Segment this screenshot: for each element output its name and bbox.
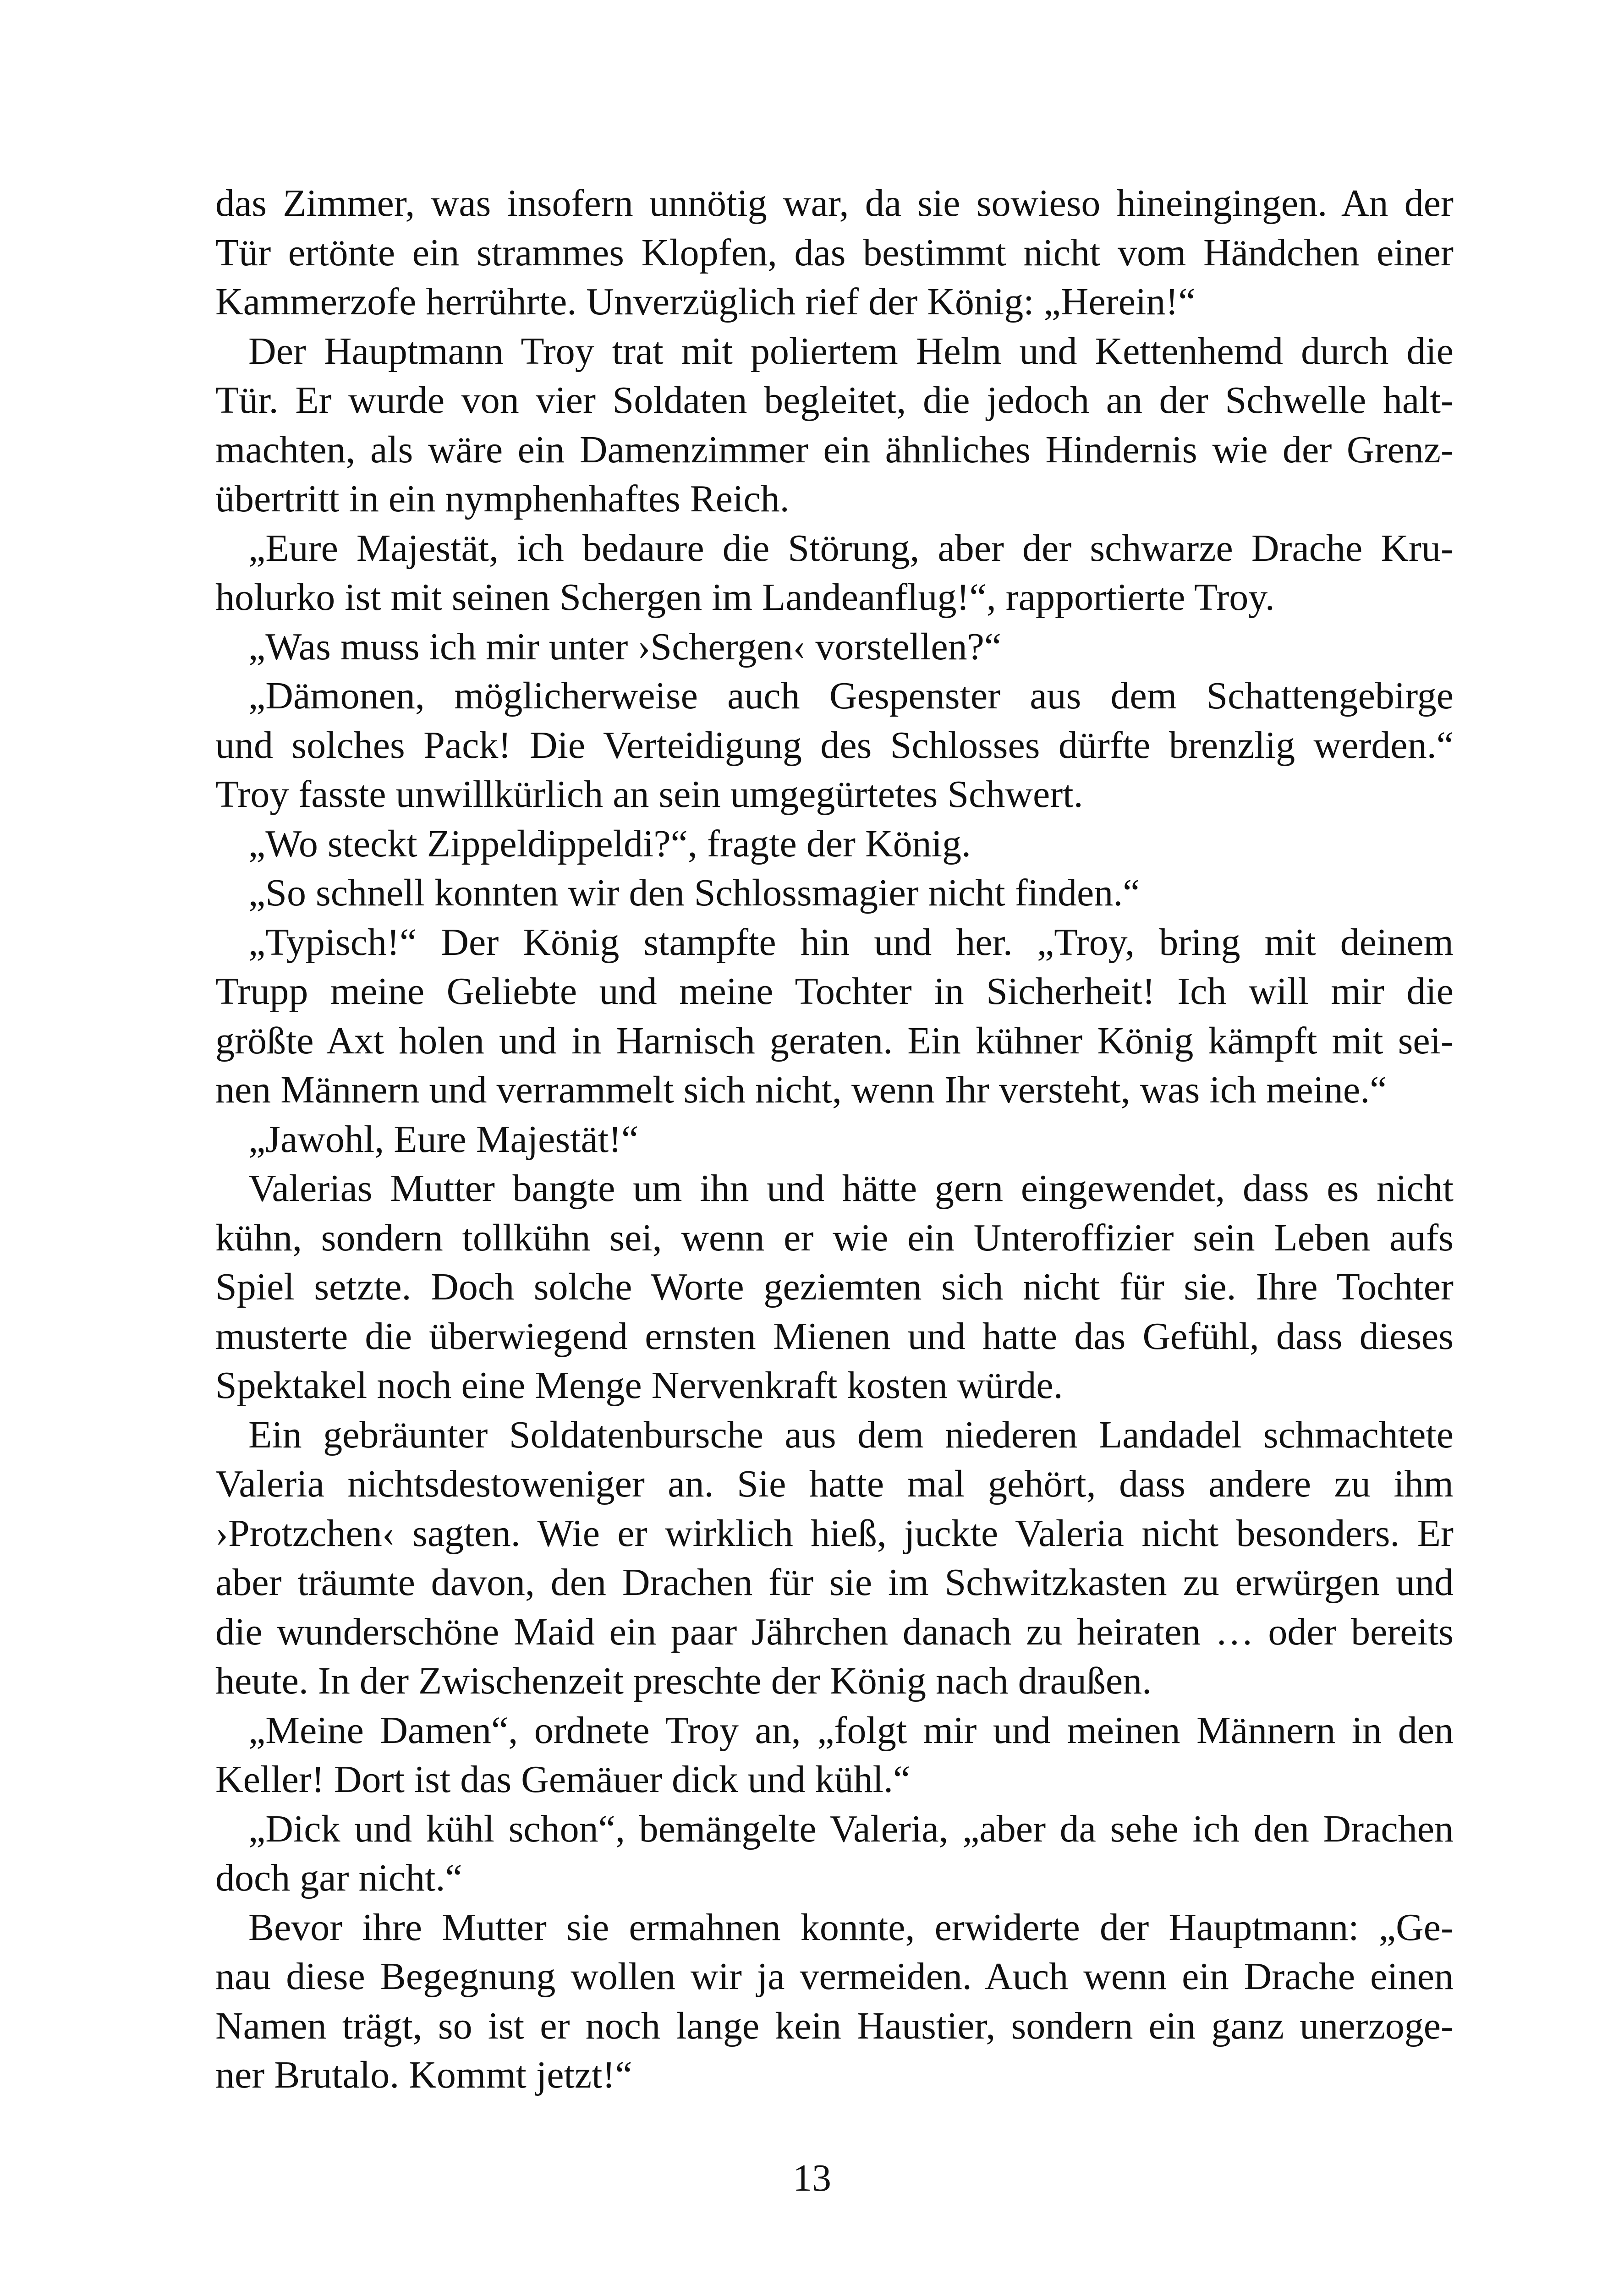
text-line: „So schnell konnten wir den Schlossmagier nicht finden.“ [248,871,1140,914]
text-line: größte Axt holen und in Harnisch geraten. Ein kühner König kämpft mit sei- [215,1019,1454,1062]
text-line: Tür. Er wurde von vier Soldaten begleitet, die jedoch an der Schwelle halt- [215,379,1454,422]
text-line: Kammerzofe herrührte. Unverzüglich rief der König: „Herein!“ [215,280,1196,323]
text-line: aber träumte davon, den Drachen für sie im Schwitzkasten zu erwürgen und [215,1561,1454,1604]
book-page [215,179,1454,2100]
text-line: „Meine Damen“, ordnete Troy an, „folgt mir und meinen Männern in den [248,1709,1454,1752]
text-line: „Typisch!“ Der König stampfte hin und her. „Troy, bring mit deinem [248,921,1454,964]
text-line: Der Hauptmann Troy trat mit poliertem Helm und Kettenhemd durch die [248,329,1454,373]
text-line: „Was muss ich mir unter ›Schergen‹ vorstellen?“ [248,625,1002,668]
text-line: die wunderschöne Maid ein paar Jährchen danach zu heiraten … oder bereits [215,1610,1454,1653]
text-line: „Eure Majestät, ich bedaure die Störung, aber der schwarze Drache Kru- [248,526,1454,570]
text-line: Valerias Mutter bangte um ihn und hätte gern eingewendet, dass es nicht [248,1167,1454,1210]
text-line: kühn, sondern tollkühn sei, wenn er wie ein Unteroffizier sein Leben aufs [215,1216,1454,1259]
text-line: nen Männern und verrammelt sich nicht, wenn Ihr versteht, was ich meine.“ [215,1069,1387,1111]
text-line: doch gar nicht.“ [215,1857,462,1899]
text-line: Ein gebräunter Soldatenbursche aus dem niederen Landadel schmachtete [248,1413,1454,1456]
text-line: ner Brutalo. Kommt jetzt!“ [215,2054,632,2096]
text-line: Spiel setzte. Doch solche Worte geziemten sich nicht für sie. Ihre Tochter [215,1266,1454,1308]
text-line: Trupp meine Geliebte und meine Tochter in Sicherheit! Ich will mir die [215,970,1454,1013]
text-line: „Jawohl, Eure Majestät!“ [248,1118,639,1161]
text-line: übertritt in ein nymphenhaftes Reich. [215,477,790,520]
text-line: musterte die überwiegend ernsten Mienen und hatte das Gefühl, dass dieses [215,1315,1454,1358]
text-line: holurko ist mit seinen Schergen im Landeanflug!“, rapportierte Troy. [215,576,1275,619]
text-line: machten, als wäre ein Damenzimmer ein ähnliches Hindernis wie der Grenz- [215,428,1454,471]
text-line: „Wo steckt Zippeldippeldi?“, fragte der König. [248,822,971,865]
text-line: „Dämonen, möglicherweise auch Gespenster aus dem Schattengebirge [248,674,1454,717]
text-line: ›Protzchen‹ sagten. Wie er wirklich hieß, juckte Valeria nicht besonders. Er [215,1512,1454,1555]
text-line: „Dick und kühl schon“, bemängelte Valeria, „aber da sehe ich den Drachen [248,1807,1454,1850]
text-line: Keller! Dort ist das Gemäuer dick und kühl.“ [215,1758,911,1801]
text-line: Tür ertönte ein strammes Klopfen, das bestimmt nicht vom Händchen einer [215,231,1454,274]
text-line: Namen trägt, so ist er noch lange kein Haustier, sondern ein ganz unerzoge- [215,2004,1454,2047]
text-line: Valeria nichtsdestoweniger an. Sie hatte mal gehört, dass andere zu ihm [215,1463,1454,1505]
text-line: Troy fasste unwillkürlich an sein umgegürtetes Schwert. [215,773,1083,816]
text-line: nau diese Begegnung wollen wir ja vermeiden. Auch wenn ein Drache einen [215,1955,1454,1998]
body-text [215,179,1454,2100]
text-line: Bevor ihre Mutter sie ermahnen konnte, erwiderte der Hauptmann: „Ge- [248,1906,1454,1949]
page-number: 13 [793,2157,831,2199]
text-line: und solches Pack! Die Verteidigung des Schlosses dürfte brenzlig werden.“ [215,723,1454,767]
text-line: Spektakel noch eine Menge Nervenkraft kosten würde. [215,1364,1063,1407]
text-line: heute. In der Zwischenzeit preschte der König nach draußen. [215,1660,1152,1702]
text-line: das Zimmer, was insofern unnötig war, da sie sowieso hineingingen. An der [215,182,1454,225]
